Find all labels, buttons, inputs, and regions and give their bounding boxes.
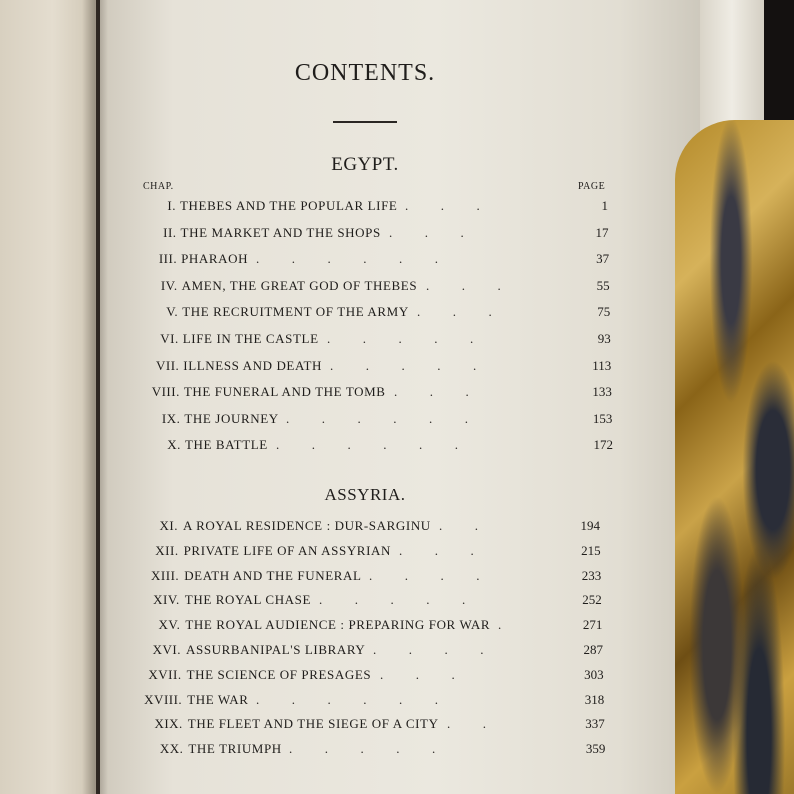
- page-number: 133: [592, 384, 612, 400]
- chapter-title: THE FUNERAL AND THE TOMB: [183, 384, 386, 400]
- dot-leader: . . . . . .: [256, 691, 471, 707]
- dot-leader: . . . . .: [327, 331, 506, 346]
- dot-leader: . . . . .: [289, 741, 468, 757]
- chapter-title: PHARAOH: [181, 251, 249, 267]
- chapter-title: DEATH AND THE FUNERAL: [184, 567, 362, 583]
- toc-row: [0, 329, 794, 349]
- toc-row: [0, 196, 794, 216]
- dot-leader: .: [498, 617, 534, 633]
- toc-row: [0, 249, 794, 269]
- section-heading-egypt: EGYPT.: [331, 154, 399, 175]
- chapter-title: A ROYAL RESIDENCE : DUR-SARGINU: [183, 518, 431, 533]
- chapter-number: XVII.: [148, 666, 182, 682]
- toc-row: [0, 356, 794, 376]
- dot-leader: . .: [439, 518, 511, 533]
- toc-row: [0, 541, 794, 561]
- toc-row: [0, 615, 794, 635]
- toc-row: [0, 690, 794, 710]
- page-number: 93: [597, 331, 611, 346]
- toc-row: [0, 409, 794, 429]
- chapter-title: THE FLEET AND THE SIEGE OF A CITY: [187, 716, 439, 732]
- column-header-page: PAGE: [578, 181, 606, 192]
- chapter-number: VII.: [156, 357, 180, 373]
- page-number: 17: [595, 224, 609, 240]
- page-number: 215: [581, 542, 601, 558]
- toc-row: [0, 276, 794, 296]
- chapter-title: AMEN, THE GREAT GOD OF THEBES: [181, 277, 418, 293]
- toc-row: [0, 516, 794, 536]
- toc-row: [0, 665, 794, 685]
- dot-leader: . . .: [405, 198, 513, 213]
- toc-row: [0, 739, 794, 759]
- chapter-title: ASSURBANIPAL'S LIBRARY: [186, 642, 366, 657]
- chapter-number: XX.: [159, 741, 184, 757]
- chapter-title: THE ROYAL CHASE: [184, 592, 312, 608]
- toc-row: [0, 302, 794, 322]
- chapter-number: XI.: [159, 518, 178, 533]
- chapter-number: IV.: [160, 277, 178, 293]
- chapter-number: IX.: [161, 410, 181, 426]
- chapter-title: THEBES AND THE POPULAR LIFE: [180, 198, 398, 213]
- page-number: 1: [601, 198, 608, 213]
- chapter-number: XV.: [158, 617, 181, 633]
- chapter-title: PRIVATE LIFE OF AN ASSYRIAN: [183, 542, 391, 558]
- chapter-number: VI.: [160, 331, 179, 346]
- toc-row: [0, 714, 794, 734]
- dot-leader: . . .: [394, 384, 502, 400]
- chapter-number: V.: [166, 304, 179, 320]
- chapter-title: THE WAR: [187, 691, 249, 707]
- chapter-number: II.: [163, 224, 177, 240]
- page-number: 318: [584, 691, 605, 707]
- dot-leader: . . .: [426, 277, 534, 293]
- page-number: 252: [582, 592, 602, 608]
- page-number: 37: [596, 251, 610, 267]
- dot-leader: . . . . .: [319, 592, 498, 608]
- page-number: 172: [593, 437, 613, 453]
- dot-leader: . . .: [380, 666, 488, 682]
- chapter-number: XIII.: [151, 567, 180, 583]
- section-heading-assyria: ASSYRIA.: [324, 485, 406, 504]
- page-number: 271: [582, 617, 603, 633]
- toc-row: [0, 435, 794, 455]
- page-number: 75: [597, 304, 611, 320]
- dot-leader: . .: [447, 716, 519, 732]
- chapter-number: XIX.: [154, 716, 183, 732]
- chapter-number: XII.: [155, 542, 179, 558]
- dot-leader: . . . . . .: [256, 251, 471, 267]
- chapter-number: XVIII.: [144, 691, 183, 707]
- chapter-title: THE MARKET AND THE SHOPS: [180, 224, 381, 240]
- dot-leader: . . . .: [369, 567, 512, 583]
- chapter-title: THE BATTLE: [184, 437, 268, 453]
- chapter-title: LIFE IN THE CASTLE: [182, 331, 319, 346]
- dot-leader: . . .: [399, 542, 507, 558]
- dot-leader: . . .: [417, 304, 525, 320]
- dot-leader: . . .: [389, 224, 497, 240]
- page-number: 194: [580, 518, 600, 533]
- toc-row: [0, 566, 794, 586]
- chapter-title: ILLNESS AND DEATH: [183, 357, 323, 373]
- toc-row: [0, 590, 794, 610]
- toc-row: [0, 640, 794, 660]
- page-number: 233: [581, 567, 602, 583]
- column-header-chap: CHAP.: [143, 181, 174, 192]
- dot-leader: . . . .: [373, 642, 516, 657]
- page-number: 359: [585, 741, 606, 757]
- chapter-number: XVI.: [152, 642, 181, 657]
- chapter-title: THE SCIENCE OF PRESAGES: [186, 666, 372, 682]
- dot-leader: . . . . .: [330, 357, 509, 373]
- chapter-title: THE RECRUITMENT OF THE ARMY: [182, 304, 409, 320]
- page-title: CONTENTS.: [294, 60, 436, 86]
- chapter-number: III.: [158, 251, 178, 267]
- chapter-number: I.: [167, 198, 176, 213]
- title-rule: [333, 121, 397, 123]
- chapter-title: THE ROYAL AUDIENCE : PREPARING FOR WAR: [185, 617, 491, 633]
- dot-leader: . . . . . .: [286, 410, 501, 426]
- chapter-number: XIV.: [153, 592, 180, 608]
- chapter-number: X.: [167, 437, 181, 453]
- page-number: 337: [585, 716, 605, 732]
- page-number: 55: [596, 277, 610, 293]
- page-number: 303: [584, 666, 604, 682]
- dot-leader: . . . . . .: [276, 437, 491, 453]
- page-number: 113: [592, 357, 612, 373]
- toc-row: [0, 223, 794, 243]
- chapter-number: VIII.: [151, 384, 180, 400]
- page-number: 287: [583, 642, 603, 657]
- chapter-title: THE TRIUMPH: [188, 741, 282, 757]
- toc-row: [0, 382, 794, 402]
- chapter-title: THE JOURNEY: [184, 410, 279, 426]
- page-number: 153: [592, 410, 613, 426]
